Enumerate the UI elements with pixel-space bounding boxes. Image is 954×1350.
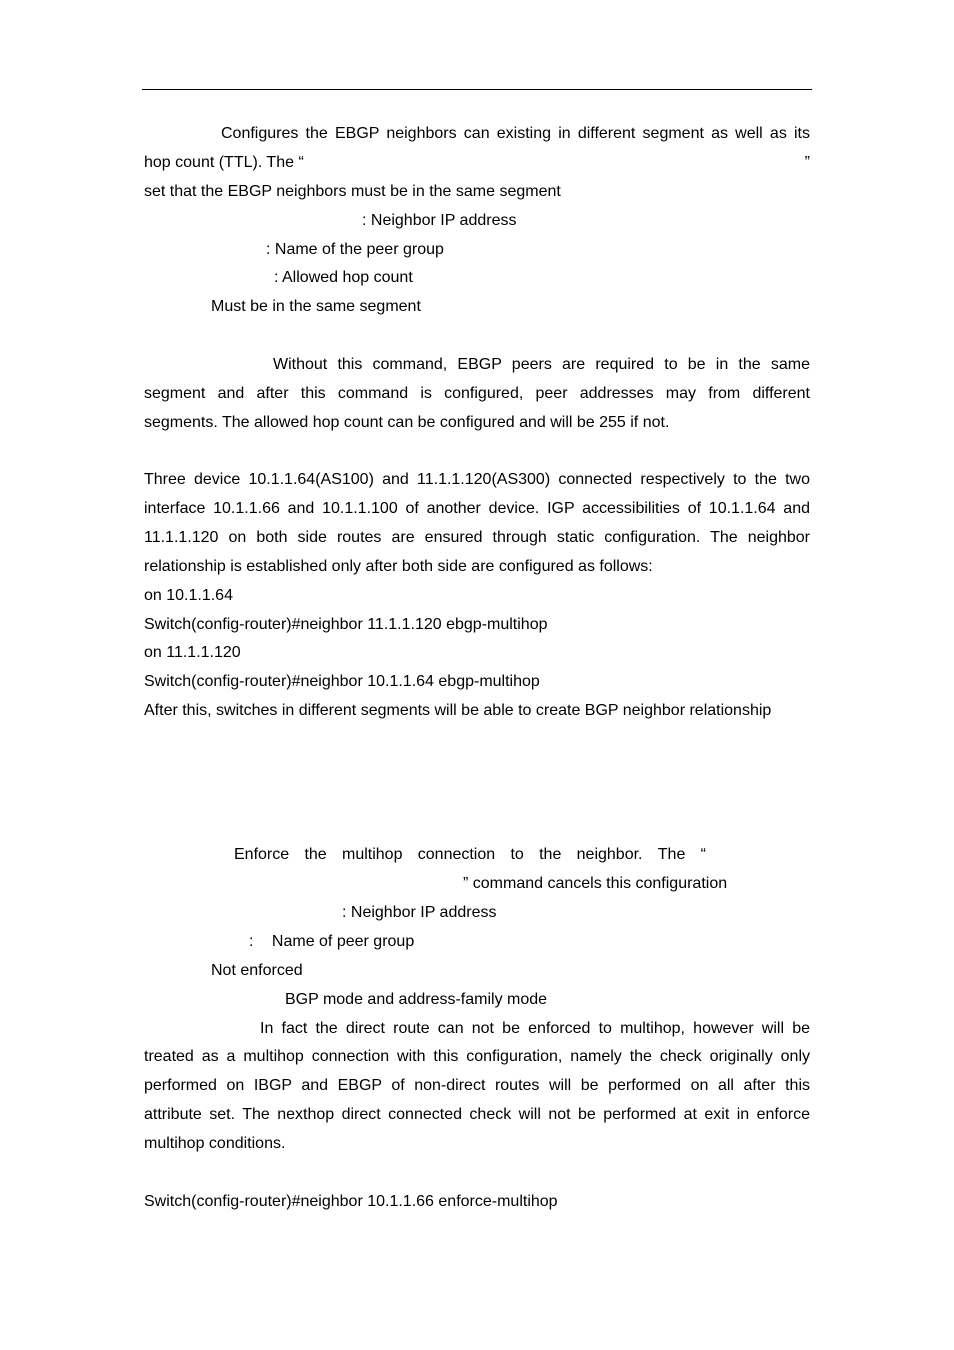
enforce-desc-word: multihop [341, 846, 403, 863]
param-peer-group: : Name of the peer group [266, 241, 444, 258]
ebgp-description-line-2-right: ” [804, 154, 810, 171]
enforce-usage-line-1: In fact the direct route can not be enforced to multihop, however will be [260, 1020, 810, 1037]
ebgp-description-line-2 [144, 153, 810, 173]
example-command-b: Switch(config-router)#neighbor 10.1.1.64 ebgp-multihop [144, 673, 540, 690]
enforce-desc-word: to [510, 846, 524, 863]
enforce-command-mode: BGP mode and address-family mode [285, 991, 548, 1008]
example-line-2: interface 10.1.1.66 and 10.1.1.100 of another device. IGP accessibilities of 10.1.1.64 and [144, 500, 810, 517]
example-result: After this, switches in different segments will be able to create BGP neighbor relationship [144, 702, 772, 719]
example-device-a: on 10.1.1.64 [144, 587, 233, 604]
param-neighbor-ip: : Neighbor IP address [362, 212, 517, 229]
usage-guide-line-3: segments. The allowed hop count can be configured and will be 255 if not. [144, 414, 670, 431]
enforce-desc-word: connection [417, 846, 496, 863]
enforce-desc-word: Enforce [234, 846, 290, 863]
enforce-usage-line-5: multihop conditions. [144, 1135, 286, 1152]
enforce-desc-word: the [304, 846, 327, 863]
example-line-4: relationship is established only after both side are configured as follows: [144, 558, 653, 575]
ebgp-description-line-3: set that the EBGP neighbors must be in the same segment [144, 183, 561, 200]
enforce-usage-line-3: performed on IBGP and EBGP of non-direct routes will be performed on all after this [144, 1077, 810, 1094]
enforce-param-peer-group-text: Name of peer group [271, 933, 415, 950]
enforce-desc-word: neighbor. [576, 846, 643, 863]
enforce-param-neighbor-ip: : Neighbor IP address [342, 904, 497, 921]
example-line-1: Three device 10.1.1.64(AS100) and 11.1.1.120(AS300) connected respectively to the two [144, 471, 810, 488]
enforce-param-peer-group [249, 932, 915, 952]
enforce-default-value: Not enforced [211, 962, 303, 979]
enforce-usage-line-4: attribute set. The nexthop direct connected check will not be performed at exit in enforce [144, 1106, 810, 1123]
ebgp-description-line-2-left: hop count (TTL). The “ [144, 154, 304, 171]
example-device-b: on 11.1.1.120 [144, 644, 241, 661]
enforce-usage-line-2: treated as a multihop connection with this configuration, namely the check originally only [144, 1048, 810, 1065]
default-value: Must be in the same segment [211, 298, 421, 315]
enforce-desc-word: “ [700, 846, 706, 863]
usage-guide-line-2: segment and after this command is configured, peer addresses may from different [144, 385, 810, 402]
enforce-desc-word: the [539, 846, 562, 863]
enforce-desc-word: The [657, 846, 686, 863]
usage-guide-line-1: Without this command, EBGP peers are required to be in the same [273, 356, 810, 373]
example-line-3: 11.1.1.120 on both side routes are ensured through static configuration. The neighbor [144, 529, 810, 546]
param-hop-count: : Allowed hop count [274, 269, 413, 286]
enforce-description-line-2: ” command cancels this configuration [463, 875, 728, 892]
enforce-example-command: Switch(config-router)#neighbor 10.1.1.66 enforce-multihop [144, 1193, 558, 1210]
ebgp-description-line-1: Configures the EBGP neighbors can existing in different segment as well as its [221, 125, 810, 142]
header-rule [142, 89, 812, 90]
enforce-description-line-1 [234, 845, 706, 865]
example-command-a: Switch(config-router)#neighbor 11.1.1.120 ebgp-multihop [144, 616, 548, 633]
enforce-param-peer-group-colon: : [249, 933, 254, 950]
